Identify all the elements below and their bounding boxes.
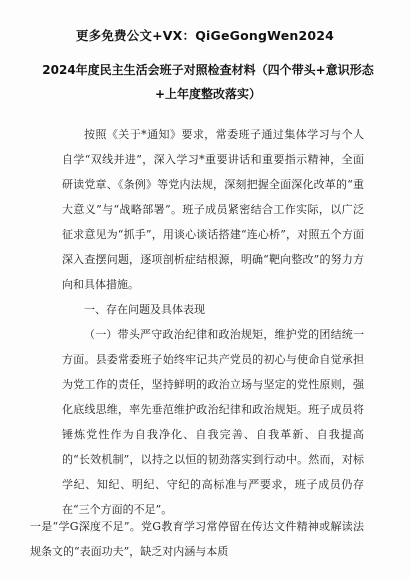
paragraph-intro: 按照《关于*通知》要求，常委班子通过集体学习与个人自学“双线并进”，深入学习*重要讲话和重要指示精神，全面研读党章、《条例》等党内法规，深刻把握全面深化改革的“重大意义”与“战略部署”。班子成员紧密结合工作实际，以广泛征求意见为“抓手”，用谈心谈话搭建“连心桥”，对照五个方面深入查摆问题，逐项剖析症结根源，明确“靶向整改”的努力方向和具体措施。 (62, 128, 364, 291)
document-title: 2024年度民主生活会班子对照检查材料（四个带头+意识形态+上年度整改落实） (42, 63, 374, 101)
header-watermark-line: 更多免费公文+VX：QiGeGongWen2024 (75, 28, 335, 43)
paragraph-point-1: 一是“学G深度不足”。党G教育学习常停留在传达文件精神或解读法规条文的“表面功夫”，缺乏对内涵与本质 (30, 520, 364, 558)
section-heading: 一、存在问题及具体表现 (84, 303, 205, 316)
paragraph-section-1: （一）带头严守政治纪律和政治规矩，维护党的团结统一方面。县委常委班子始终牢记共产党员的初心与使命自觉承担为党工作的责任，坚持鲜明的政治立场与坚定的党性原则，强化底线思维，率先垂范维护政治纪律和政治规矩。班子成员将锤炼党性作为自我净化、自我完善、自我革新、自我提高的“长效机制”，以持之以恒的韧劲落实到行动中。然而，对标学纪、知纪、明纪、守纪的高标准与严要求，班子成员仍存在“三个方面的不足”。 (62, 328, 364, 516)
